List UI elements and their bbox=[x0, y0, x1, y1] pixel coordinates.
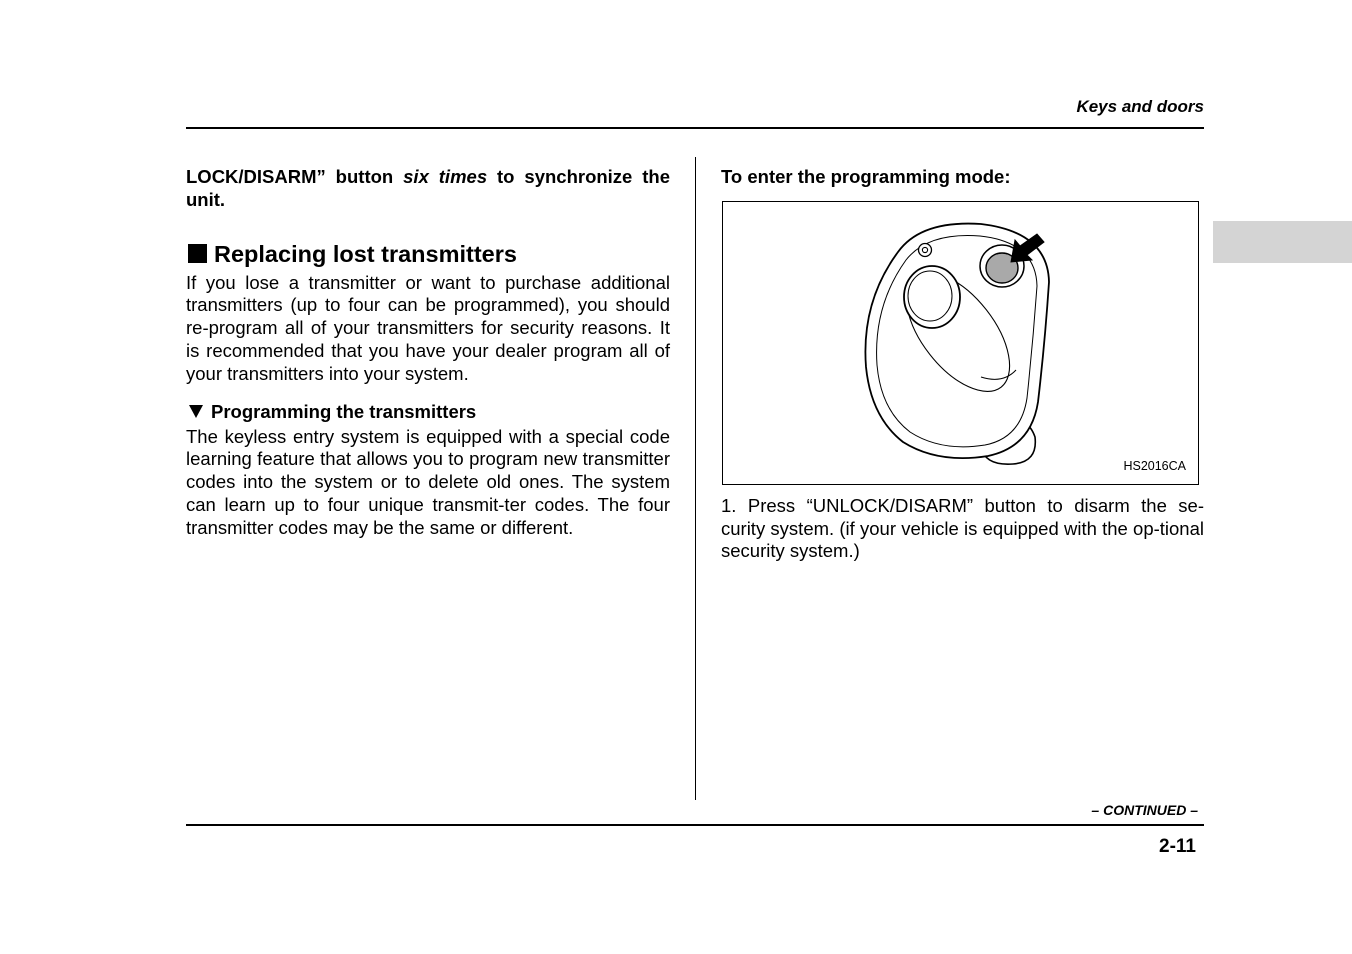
column-divider bbox=[695, 157, 696, 800]
step-1: 1. Press “UNLOCK/DISARM” button to disarm the se-curity system. (if your vehicle is equipped with the op-tional security system.) bbox=[721, 494, 1204, 562]
page-number: 2-11 bbox=[1159, 836, 1196, 857]
intro-paragraph bbox=[186, 166, 670, 212]
right-column bbox=[721, 166, 1204, 563]
triangle-bullet-icon bbox=[189, 405, 203, 418]
footer-rule bbox=[186, 824, 1204, 826]
key-fob-illustration bbox=[723, 202, 1198, 484]
replacing-body: If you lose a transmitter or want to purchase additional transmitters (up to four can be programmed), you should re-program all of your transmitters for security reasons. It is recommended that you have your dealer program all of your transmitters into your system. bbox=[186, 271, 670, 384]
intro-text-emphasis: six times bbox=[403, 166, 488, 187]
square-bullet-icon bbox=[188, 244, 207, 263]
heading-replacing-transmitters bbox=[186, 239, 670, 269]
header-rule bbox=[186, 127, 1204, 129]
transmitter-figure bbox=[722, 201, 1199, 485]
heading-programming-transmitters bbox=[186, 400, 670, 424]
programming-body: The keyless entry system is equipped with a special code learning feature that allows you to program new transmitter codes into the system or to delete old ones. The system can learn up to four unique transmit-ter codes. The four transmitter codes may be the same or different. bbox=[186, 425, 670, 538]
intro-text-pre: LOCK/DISARM” button bbox=[186, 166, 404, 187]
programming-mode-heading: To enter the programming mode: bbox=[721, 166, 1011, 187]
heading-programming-text: Programming the transmitters bbox=[211, 400, 477, 422]
section-title: Keys and doors bbox=[1076, 97, 1204, 116]
chapter-tab bbox=[1213, 221, 1352, 263]
heading-replacing-text: Replacing lost transmitters bbox=[214, 240, 517, 267]
figure-code: HS2016CA bbox=[1123, 458, 1186, 473]
intro-text-post: to synchronize the unit. bbox=[186, 166, 671, 210]
continued-label: – CONTINUED – bbox=[1091, 802, 1198, 818]
left-column bbox=[186, 166, 670, 540]
